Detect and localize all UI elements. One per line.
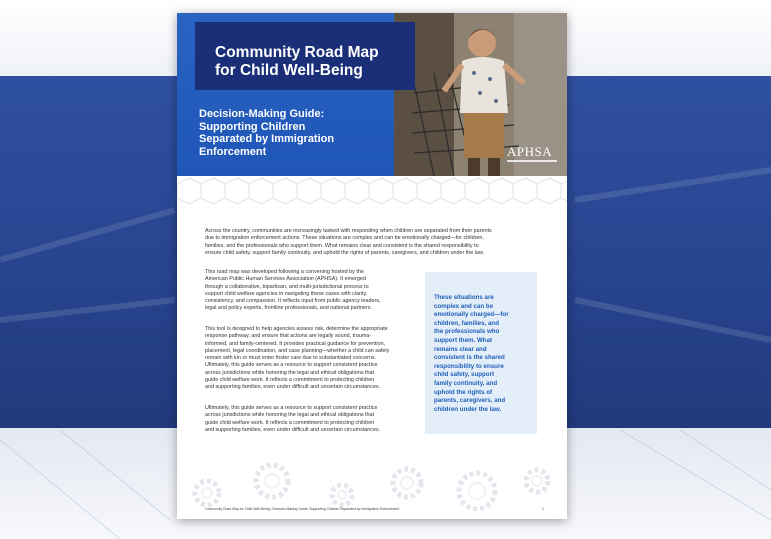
document-page — [177, 13, 567, 519]
text-line: ensure child safety, support family continuity, and uphold the rights of parents, caregivers, and children under the law. — [205, 249, 485, 256]
callout-line: complex and can be — [434, 302, 494, 310]
text-line: guide child welfare work. It reflects a commitment to protecting children — [205, 419, 375, 426]
callout-line: responsibility to ensure — [434, 362, 504, 370]
page-number: 1 — [542, 507, 544, 511]
aphsa-logo: APHSA — [507, 144, 553, 159]
callout-line: These situations are — [434, 294, 494, 301]
pull-quote-callout — [425, 272, 537, 434]
callout-line: support them. What — [434, 336, 493, 344]
text-line: due to immigration enforcement actions. These situations are complex and can be emotionally charged—for children, — [205, 235, 484, 242]
document-subtitle — [199, 108, 389, 158]
pull-quote-text — [434, 294, 509, 414]
convening-paragraph — [205, 269, 380, 313]
text-line: and supporting families, even under difficult and uncertain circumstances. — [205, 384, 381, 391]
callout-line: emotionally charged—for — [434, 311, 509, 319]
text-line: Across the country, communities are increasingly tasked with responding when children are separated from their parents — [205, 228, 492, 234]
text-line: response pathway, and ensure that actions are legally sound, trauma- — [205, 333, 372, 340]
text-line: consistency, and compassion. It reflects input from public agency leaders, — [205, 298, 381, 305]
text-line: placement, legal coordination, and case planning—whether a child can safely — [205, 347, 390, 354]
tool-paragraph — [205, 326, 389, 392]
subtitle-line: Enforcement — [199, 145, 267, 158]
subtitle-line: Supporting Children — [199, 120, 306, 133]
text-line: Ultimately, this guide serves as a resource to support consistent practice — [205, 405, 378, 411]
text-line: Ultimately, this guide serves as a resource to support consistent practice — [205, 362, 378, 369]
text-line: informed, and family-centered. It provides practical guidance for prevention, — [205, 340, 386, 347]
callout-line: parents, caregivers, and — [434, 397, 506, 405]
text-line: remain with kin or must enter foster care due to substantiated concerns. — [205, 355, 377, 362]
callout-line: the professionals who — [434, 328, 500, 336]
text-line: and supporting families, even under difficult and uncertain circumstances. — [205, 426, 381, 433]
hexagon-pattern — [177, 176, 567, 208]
text-line: legal and policy experts, frontline professionals, and national partners. — [205, 305, 372, 312]
summary-paragraph — [205, 405, 380, 434]
callout-line: children under the law. — [434, 405, 502, 413]
logo-underline — [507, 160, 557, 162]
document-title-line-2: for Child Well-Being — [215, 62, 363, 79]
text-line: This tool is designed to help agencies assess risk, determine the appropriate — [205, 326, 388, 332]
callout-line: family continuity, and — [434, 379, 498, 387]
text-line: through a collaborative, bipartisan, and multi-jurisdictional process to — [205, 283, 369, 290]
intro-paragraph — [205, 228, 492, 257]
gear-pattern — [177, 451, 567, 511]
callout-line: children, families, and — [434, 319, 499, 327]
subtitle-line: Separated by Immigration — [199, 133, 335, 145]
text-line: across jurisdictions while honoring the legal and ethical obligations that — [205, 369, 375, 376]
page-footer: Community Road Map for Child Well-Being | Decision-Making Guide: Supporting Children Separated by Immigration Enforcement — [205, 507, 400, 511]
text-line: across jurisdictions while honoring the legal and ethical obligations that — [205, 412, 375, 419]
text-line: This road map was developed following a convening hosted by the — [205, 269, 364, 275]
title-box — [195, 22, 415, 90]
text-line: guide child welfare work. It reflects a commitment to protecting children — [205, 377, 375, 384]
callout-line: child safety, support — [434, 371, 495, 379]
callout-line: consistent is the shared — [434, 354, 505, 362]
document-title-line-1: Community Road Map — [215, 44, 379, 61]
callout-line: remains clear and — [434, 345, 487, 353]
text-line: families, and the professionals who support them. What remains clear and consistent is the shared responsibility to — [205, 242, 479, 249]
text-line: American Public Human Services Association (APHSA). It emerged — [205, 276, 366, 283]
subtitle-line: Decision-Making Guide: — [199, 108, 325, 120]
text-line: support child welfare agencies in navigating these cases with clarity, — [205, 290, 368, 297]
callout-line: uphold the rights of — [434, 388, 493, 396]
